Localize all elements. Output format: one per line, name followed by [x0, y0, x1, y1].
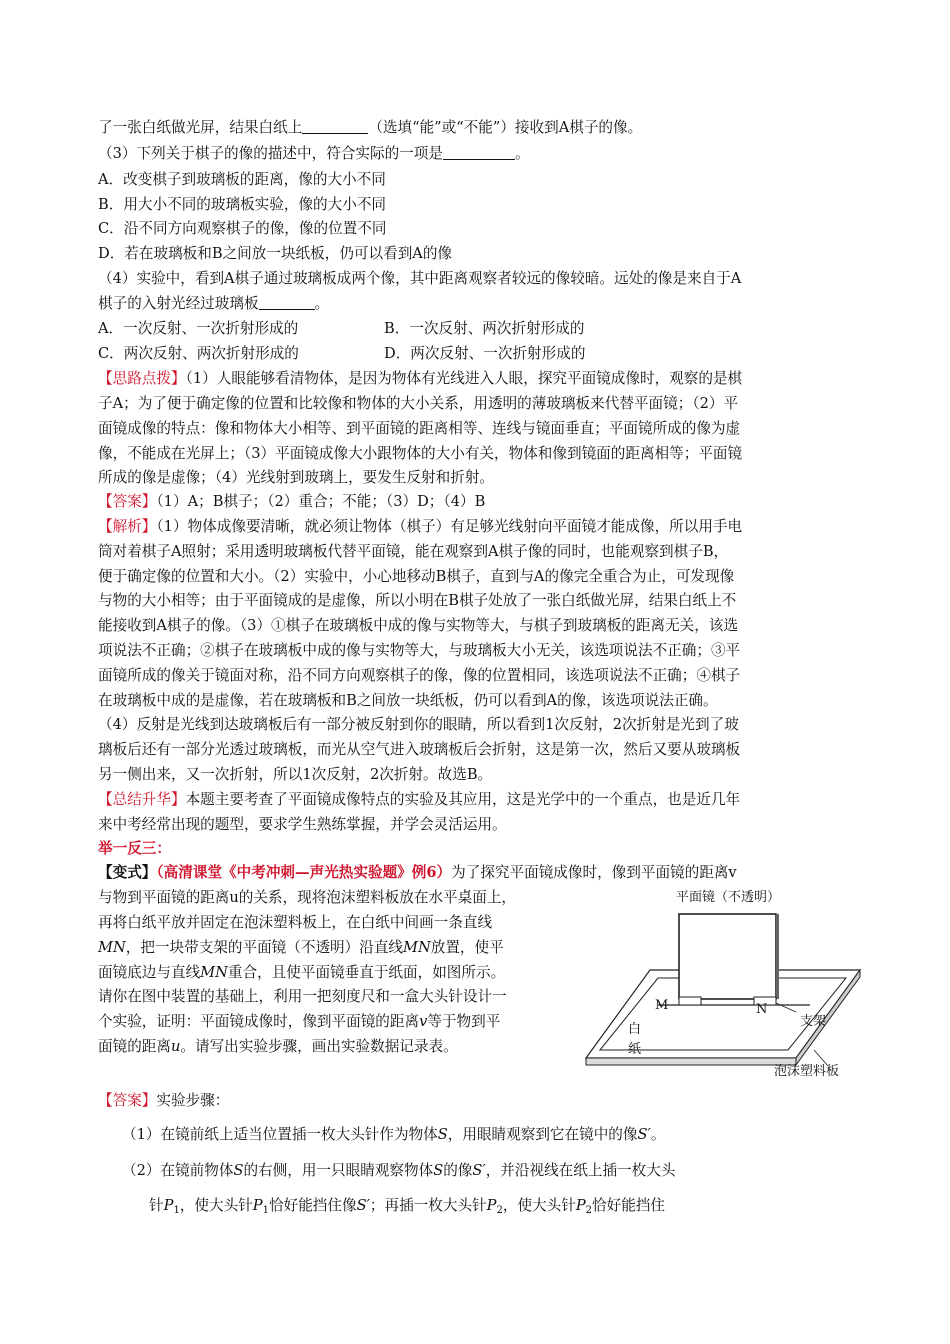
analysis-tag: 【解析】 [98, 518, 157, 535]
answer2-title-line: 【答案】实验步骤： [98, 1092, 230, 1109]
q3-option-a: A．改变棋子到玻璃板的距离，像的大小不同 [98, 171, 386, 188]
hint-line2: 子A；为了便于确定像的位置和比较像和物体的大小关系，用透明的薄玻璃板来代替平面镜；（2）平 [98, 395, 739, 412]
q3-option-d: D．若在玻璃板和B之间放一块纸板，仍可以看到A的像 [98, 245, 453, 262]
stand-label: 支架 [800, 1014, 827, 1029]
paper-label-2: 纸 [628, 1042, 642, 1057]
variant-source: （高清课堂《中考冲刺—声光热实验题》例6） [156, 864, 452, 881]
summary-tag: 【总结升华】 [98, 791, 186, 808]
q4-option-a: A．一次反射、一次折射形成的 [98, 320, 299, 337]
q3-option-b: B．用大小不同的玻璃板实验，像的大小不同 [98, 196, 387, 213]
q3-option-c: C．沿不同方向观察棋子的像，像的位置不同 [98, 220, 387, 237]
mirror-setup-figure [578, 890, 868, 1080]
variant-line4: MN，把一块带支架的平面镜（不透明）沿直线MN放置，使平 [98, 939, 504, 956]
variant-line7: 个实验，证明：平面镜成像时，像到平面镜的距离v等于物到平 [98, 1013, 501, 1030]
analysis-line10: 璃板后还有一部分光透过玻璃板，而光从空气进入玻璃板后会折射，这是第一次，然后又要从玻璃板 [98, 741, 741, 758]
analysis-line9: （4）反射是光线到达玻璃板后有一部分被反射到你的眼睛，所以看到1次反射，2次折射是光到了玻 [98, 716, 739, 733]
variant-line1: 【变式】（高清课堂《中考冲刺—声光热实验题》例6）为了探究平面镜成像时，像到平面镜的距离v [98, 864, 737, 881]
answer2-step2-cont: 针$P_1$，使大头针$P_1$恰好能挡住像S′；再插一枚大头针$P_2$，使大头针$P_2$恰好能挡住 [149, 1197, 666, 1216]
q4-option-c: C．两次反射、两次折射形成的 [98, 345, 299, 362]
stand-leader-line [776, 1003, 796, 1012]
hint-line4: 像，不能成在光屏上；（3）平面镜成像大小跟物体的大小有关，物体和像到镜面的距离相等；平面镜 [98, 445, 743, 462]
mirror-plate [679, 914, 776, 999]
answer-blank [443, 144, 515, 160]
answer-blank [259, 294, 315, 310]
practice-heading: 举一反三： [98, 840, 171, 857]
analysis-line3: 便于确定像的位置和大小。（2）实验中，小心地移动B棋子，直到与A的像完全重合为止，可发现像 [98, 568, 735, 585]
mirror-edge [776, 914, 779, 999]
variant-line3: 再将白纸平放并固定在泡沫塑料板上，在白纸中间画一条直线 [98, 914, 493, 931]
variant-line5: 面镜底边与直线MN重合，且使平面镜垂直于纸面，如图所示。 [98, 964, 506, 981]
summary-line1: 【总结升华】本题主要考查了平面镜成像特点的实验及其应用，这是光学中的一个重点，也是近几年 [98, 791, 741, 808]
answer2-step2: （2）在镜前物体S的右侧，用一只眼睛观察物体S的像S′，并沿视线在纸上插一枚大头 [122, 1162, 676, 1179]
q4-stem-line2: 棋子的入射光经过玻璃板 。 [98, 295, 330, 312]
m-label: M [655, 998, 669, 1013]
n-label: N [756, 1002, 768, 1017]
hint-line5: 所成的像是虚像；（4）光线射到玻璃上，要发生反射和折射。 [98, 469, 495, 486]
stand-left [679, 997, 701, 1005]
hint-line1: 【思路点拨】（1）人眼能够看清物体，是因为物体有光线进入人眼，探究平面镜成像时，观察的是棋 [98, 370, 743, 387]
variant-line8: 面镜的距离u。请写出实验步骤，画出实验数据记录表。 [98, 1038, 458, 1055]
answer1-line: 【答案】（1）A；B棋子；（2）重合；不能；（3）D；（4）B [98, 493, 486, 510]
analysis-line7: 面镜所成的像关于镜面对称，沿不同方向观察棋子的像，像的位置相同，该选项说法不正确；④棋子 [98, 667, 741, 684]
q4-option-d: D．两次反射、一次折射形成的 [384, 345, 586, 362]
analysis-line11: 另一侧出来，又一次折射，所以1次反射，2次折射。故选B。 [98, 766, 493, 783]
q3-stem: （3）下列关于棋子的像的描述中，符合实际的一项是 。 [98, 145, 530, 162]
analysis-line5: 能接收到A棋子的像。（3）①棋子在玻璃板中成的像与实物等大，与棋子到玻璃板的距离无关，该选 [98, 617, 739, 634]
variant-line2: 与物到平面镜的距离u的关系，现将泡沫塑料板放在水平桌面上， [98, 889, 517, 906]
foam-board-front-edge [586, 1058, 796, 1065]
hint-line3: 面镜成像的特点：像和物体大小相等、到平面镜的距离相等、连线与镜面垂直；平面镜所成的像为虚 [98, 420, 741, 437]
analysis-line6: 项说法不正确；②棋子在玻璃板中成的像与实物等大，与玻璃板大小无关，该选项说法不正确；③平 [98, 642, 741, 659]
mirror-setup-drawing [578, 890, 868, 1080]
summary-line2: 来中考经常出现的题型，要求学生熟练掌握，并学会灵活运用。 [98, 816, 507, 833]
paper-label-1: 白 [628, 1022, 642, 1037]
variant-tag: 【变式】 [98, 864, 157, 881]
answer2-tag: 【答案】 [98, 1092, 157, 1109]
analysis-line2: 筒对着棋子A照射；采用透明玻璃板代替平面镜，能在观察到A棋子像的同时，也能观察到棋子B， [98, 543, 729, 560]
q2-tail-line: 了一张白纸做光屏，结果白纸上 （选填“能”或“不能”）接收到A棋子的像。 [98, 119, 643, 136]
variant-line6: 请你在图中装置的基础上，利用一把刻度尺和一盒大头针设计一 [98, 988, 507, 1005]
analysis-line4: 与物的大小相等；由于平面镜成的是虚像，所以小明在B棋子处放了一张白纸做光屏，结果白纸上不 [98, 592, 737, 609]
answer2-step1: （1）在镜前纸上适当位置插一枚大头针作为物体S，用眼睛观察到它在镜中的像S′。 [122, 1126, 666, 1143]
mirror-label: 平面镜（不透明） [676, 890, 781, 905]
q4-stem-line1: （4）实验中，看到A棋子通过玻璃板成两个像，其中距离观察者较远的像较暗。远处的像是来自于A [98, 270, 742, 287]
analysis-line1: 【解析】（1）物体成像要清晰，就必须让物体（棋子）有足够光线射向平面镜才能成像，所以用手电 [98, 518, 743, 535]
answer-blank [302, 118, 368, 134]
foam-label: 泡沫塑料板 [774, 1064, 840, 1079]
hint-tag: 【思路点拨】 [98, 370, 186, 387]
analysis-line8: 在玻璃板中成的是虚像，若在玻璃板和B之间放一块纸板，仍可以看到A的像，该选项说法正确。 [98, 692, 718, 709]
answer-tag: 【答案】 [98, 493, 157, 510]
q4-option-b: B．一次反射、两次折射形成的 [384, 320, 585, 337]
